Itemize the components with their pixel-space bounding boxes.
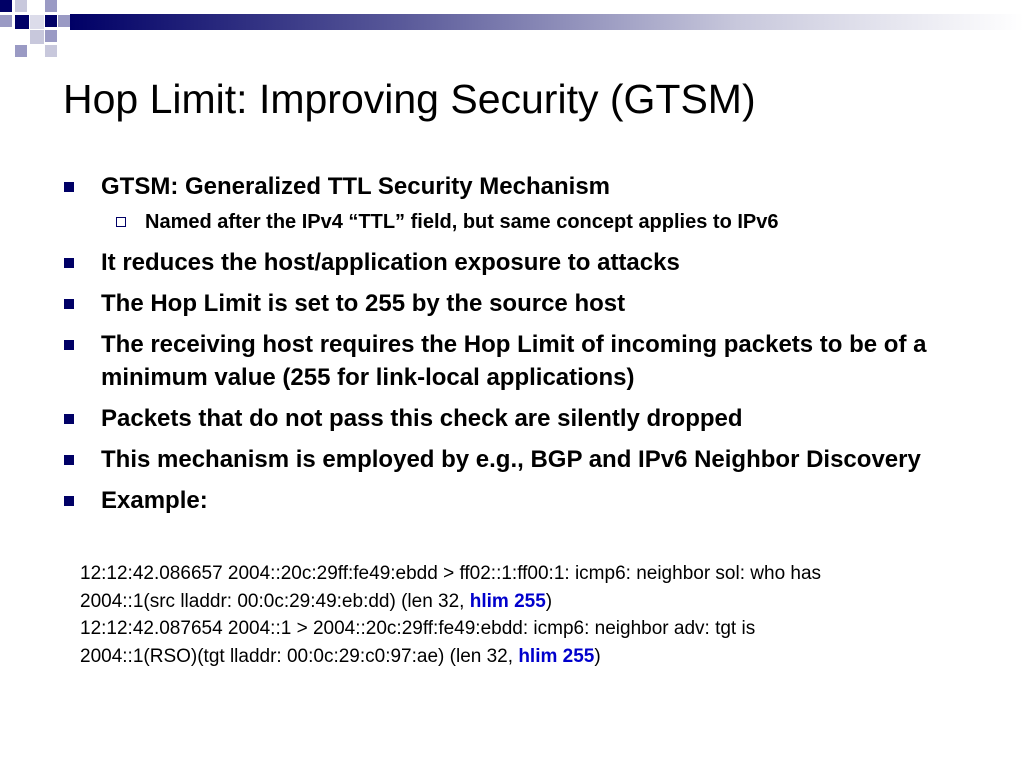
square-bullet-icon: [64, 414, 74, 424]
bullet-text: This mechanism is employed by e.g., BGP and IPv6 Neighbor Discovery: [101, 446, 921, 473]
bullet-text: The receiving host requires the Hop Limit of incoming packets to be of a minimum value (255 for link-local applications): [101, 331, 927, 391]
hop-limit-highlight: hlim 255: [518, 645, 595, 667]
bullet-list: [62, 170, 982, 525]
sub-bullet-item: [62, 208, 982, 236]
square-bullet-icon: [64, 299, 74, 309]
hop-limit-highlight: hlim 255: [469, 590, 546, 612]
bullet-item: [62, 328, 982, 394]
slide-title: Hop Limit: Improving Security (GTSM): [63, 76, 756, 122]
square-bullet-icon: [64, 340, 74, 350]
trace-line: [80, 588, 1000, 616]
trace-line: [80, 643, 1000, 671]
bullet-item: [62, 246, 982, 279]
bullet-text: The Hop Limit is set to 255 by the source host: [101, 290, 626, 317]
example-packet-trace: [80, 560, 1000, 670]
bullet-item: [62, 443, 982, 476]
hollow-square-bullet-icon: [116, 217, 126, 227]
trace-text: 12:12:42.087654 2004::1 > 2004::20c:29ff:fe49:ebdd: icmp6: neighbor adv: tgt is: [80, 618, 756, 639]
bullet-text: It reduces the host/application exposure to attacks: [101, 249, 680, 276]
decorative-header-bar: [0, 0, 1024, 60]
trace-line: [80, 560, 1000, 588]
square-bullet-icon: [64, 496, 74, 506]
trace-text: 2004::1(RSO)(tgt lladdr: 00:0c:29:c0:97:ae) (len 32,: [80, 645, 519, 667]
bullet-text: GTSM: Generalized TTL Security Mechanism: [101, 173, 611, 200]
bullet-item: [62, 402, 982, 435]
square-bullet-icon: [64, 455, 74, 465]
bullet-text: Example:: [101, 487, 208, 514]
trace-text: 2004::1(src lladdr: 00:0c:29:49:eb:dd) (len 32,: [80, 590, 470, 612]
sub-bullet-text: Named after the IPv4 “TTL” field, but same concept applies to IPv6: [145, 211, 779, 233]
square-bullet-icon: [64, 258, 74, 268]
trace-text: ): [545, 590, 553, 612]
bullet-item: [62, 170, 982, 203]
trace-text: ): [594, 645, 601, 667]
bullet-text: Packets that do not pass this check are silently dropped: [101, 405, 743, 432]
square-bullet-icon: [64, 182, 74, 192]
trace-text: 12:12:42.086657 2004::20c:29ff:fe49:ebdd > ff02::1:ff00:1: icmp6: neighbor sol: who has: [80, 563, 822, 584]
trace-line: [80, 615, 1000, 643]
bullet-item: [62, 287, 982, 320]
bullet-item: [62, 484, 982, 517]
